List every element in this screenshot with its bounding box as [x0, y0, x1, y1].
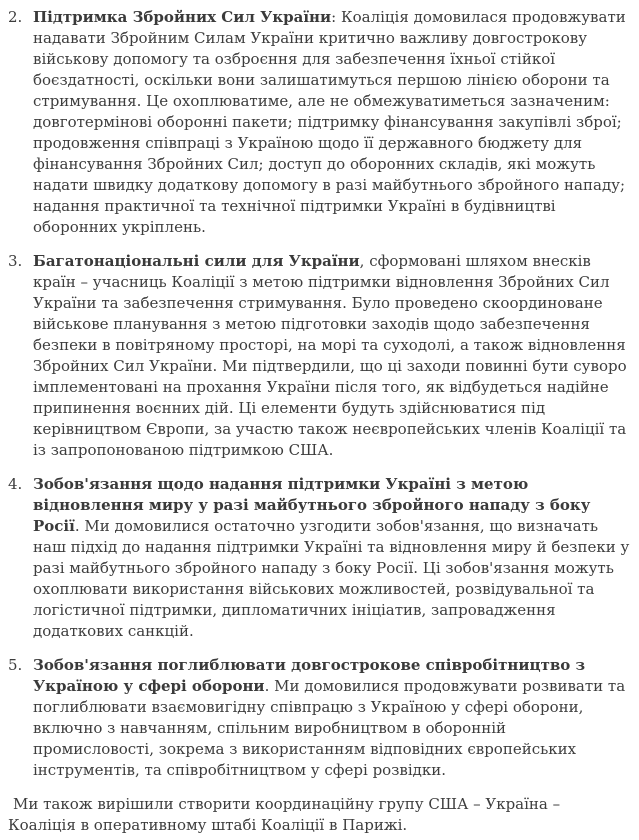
- item-separator: .: [264, 677, 275, 695]
- item-body: Коаліція домовилася продовжувати надавати Збройним Силам України критично важливу довгострокову військову допомогу та озброєння для забезпечення їхньої стійкої боєздатності, оскільки вони залишатимуться першою лінією оборони та стримування. Це охоплюватиме, але не обмежуватиметься зазначеним: довготермінові оборонні пакети; підтримку фінансування закупівлі зброї; продовження співпраці з Україною щодо її державного бюджету для фінансування Збройних Сил; доступ до оборонних складів, які можуть надати швидку додаткову допомогу в разі майбутнього збройного нападу; надання практичної та технічної підтримки Україні в будівництві оборонних укріплень.: [33, 8, 626, 236]
- item-text: [33, 474, 631, 642]
- item-text: [33, 655, 631, 781]
- item-number: 2.: [8, 8, 23, 26]
- item-number: 4.: [8, 475, 23, 493]
- list-item: [8, 7, 631, 238]
- closing-paragraph: Ми також вирішили створити координаційну групу США – Україна – Коаліція в оперативному штабі Коаліції в Парижі.: [8, 795, 561, 834]
- item-heading: Зобов'язання поглиблювати довгострокове співробітництво з Україною у сфері оборони: [33, 656, 586, 695]
- item-body: сформовані шляхом внесків країн – учасниць Коаліції з метою підтримки відновлення Збройних Сил України та забезпечення стримування. Було проведено скоординоване військове планування з метою підготовки заходів щодо забезпечення безпеки в повітряному просторі, на морі та суходолі, а також відновлення Збройних Сил України. Ми підтвердили, що ці заходи повинні бути суворо імплементовані на прохання України після того, як відбудеться надійне припинення воєнних дій. Ці елементи будуть здійснюватися під керівництвом Європи, за участю також неєвропейських членів Коаліції та із запропонованою підтримкою США.: [33, 252, 627, 459]
- list-item: [8, 474, 631, 642]
- item-number: 3.: [8, 252, 23, 270]
- item-body: Ми домовилися остаточно узгодити зобов'язання, що визначать наш підхід до надання підтримки Україні та відновлення миру й безпеки у разі майбутнього збройного нападу з боку Росії. Ці зобов'язання можуть охоплювати використання військових можливостей, розвідувальної та логістичної підтримки, дипломатичних ініціатив, запровадження додаткових санкцій.: [33, 517, 630, 640]
- item-body: Ми домовилися продовжувати розвивати та поглиблювати взаємовигідну співпрацю з Україною у сфері оборони, включно з навчанням, спільним виробництвом в оборонній промисловості, зокрема з використанням відповідних європейських інструментів, та співробітництвом у сфері розвідки.: [33, 677, 626, 779]
- item-separator: .: [74, 517, 85, 535]
- list-item: [8, 655, 631, 781]
- item-text: [33, 7, 631, 238]
- item-text: [33, 251, 631, 461]
- item-heading: Зобов'язання щодо надання підтримки Україні з метою відновлення миру у разі майбутнього збройного нападу з боку Росії: [33, 475, 591, 535]
- item-heading: Підтримка Збройних Сил України: [33, 8, 332, 26]
- list-item: [8, 251, 631, 461]
- item-heading: Багатонаціональні сили для України: [33, 252, 360, 270]
- item-separator: :: [331, 8, 341, 26]
- agreement-list: [8, 7, 631, 781]
- item-separator: ,: [359, 252, 370, 270]
- item-number: 5.: [8, 656, 23, 674]
